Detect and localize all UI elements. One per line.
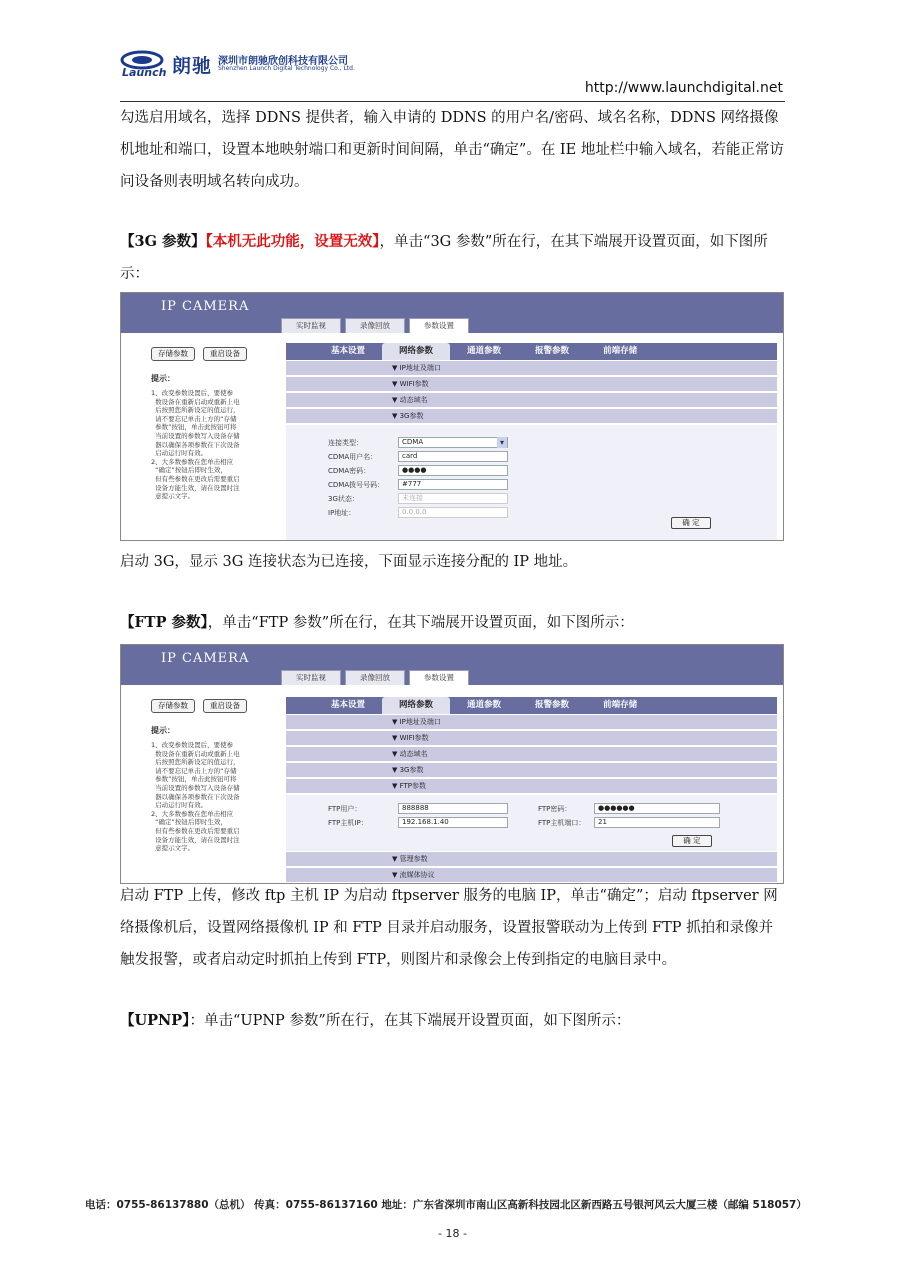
tip-heading: 提示： xyxy=(151,374,175,383)
reboot-button[interactable]: 重启设备 xyxy=(203,347,247,361)
sidebar xyxy=(121,341,281,541)
row-ftp-host xyxy=(328,817,528,831)
camera-title: IP CAMERA xyxy=(161,299,250,314)
tab-live[interactable]: 实时监视 xyxy=(281,670,341,685)
paragraph-3g-status: 启动 3G，显示 3G 连接状态为已连接，下面显示连接分配的 IP 地址。 xyxy=(120,554,578,570)
footer-contact: 电话：0755-86137880（总机） 传真：0755-86137160 地址：广东省深圳市南山区高新科技园北区新西路五号银河风云大厦三楼（邮编 518057） xyxy=(85,1199,807,1211)
label-cdma-password: CDMA密码： xyxy=(328,467,371,475)
tip-heading: 提示： xyxy=(151,726,175,735)
page-header xyxy=(120,44,785,102)
confirm-button[interactable]: 确 定 xyxy=(672,835,712,847)
heading-upnp: 【UPNP】 xyxy=(120,1012,190,1029)
tab-channel[interactable]: 通道参数 xyxy=(467,700,502,710)
label-ftp-host: FTP主机IP： xyxy=(328,819,368,827)
form-ftp xyxy=(286,795,777,851)
screenshot-ftp-settings xyxy=(120,644,784,884)
label-cdma-dial: CDMA拨号号码： xyxy=(328,481,385,489)
heading-ftp: 【FTP 参数】 xyxy=(120,614,208,631)
tab-alarm[interactable]: 报警参数 xyxy=(535,346,570,356)
3g-status-field: 未连接 xyxy=(398,493,508,504)
row-ftp-password xyxy=(538,803,738,817)
main-tabs xyxy=(286,697,777,714)
label-ftp-user: FTP用户： xyxy=(328,805,362,813)
label-connection-type: 连接类型： xyxy=(328,439,363,447)
section-management[interactable]: ▼ 管理参数 xyxy=(286,852,777,867)
row-3g-status xyxy=(328,493,628,507)
ftp-port-input[interactable]: 21 xyxy=(594,817,720,828)
paragraph-3g-intro xyxy=(120,226,785,290)
connection-type-select[interactable]: CDMA ▾ xyxy=(398,437,508,448)
ip-address-field: 0.0.0.0 xyxy=(398,507,508,518)
section-streaming[interactable]: ▼ 流媒体协议 xyxy=(286,868,777,883)
cdma-password-input[interactable]: ●●●● xyxy=(398,465,508,476)
paragraph-ddns: 勾选启用域名，选择 DDNS 提供者，输入申请的 DDNS 的用户名/密码、域名名称，DDNS 网络摄像机地址和端口，设置本地映射端口和更新时间间隔，单击“确定”。在 IE 地址栏中输入域名，若能正常访问设备则表明域名转向成功。 xyxy=(120,110,784,190)
paragraph-ftp-intro xyxy=(120,607,785,639)
tip-body: 1、改变参数设置后，要使参 数设备在重新启动或重新上电 后按照您所新设定的值运行， 请不要忘记单击上方的“存储 参数”按钮，单击此按钮可将 当前设置的参数写入设备存储 器以确保各项参数在下次设备 启动运行时有效。 2、大多数参数在您单击相应 “确定”按钮后即时生效， 但有些参数在更改后需要重启 设备方能生效，请在设置时注 意提示文字。 xyxy=(151,389,240,501)
paragraph-3g-text: ，单击“3G 参数”所在行，在其下端展开设置页面，如下图所示： xyxy=(120,234,768,282)
sidebar xyxy=(121,693,281,883)
ftp-user-input[interactable]: 888888 xyxy=(398,803,508,814)
section-ddns[interactable]: ▼ 动态域名 xyxy=(286,747,777,762)
heading-3g: 【3G 参数】 xyxy=(120,233,206,250)
company-name-cn: 深圳市朗驰欣创科技有限公司 xyxy=(218,56,348,67)
company-name-en: Shenzhen Launch Digital Technology Co., Ltd. xyxy=(218,65,355,72)
row-cdma-password xyxy=(328,465,628,479)
tab-storage[interactable]: 前端存储 xyxy=(603,346,638,356)
main-panel xyxy=(286,697,777,883)
section-wifi[interactable]: ▼ WIFI参数 xyxy=(286,731,777,746)
paragraph-upnp-text: ：单击“UPNP 参数”所在行，在其下端展开设置页面，如下图所示： xyxy=(189,1013,631,1029)
tab-playback[interactable]: 录像回放 xyxy=(345,318,405,333)
tab-playback[interactable]: 录像回放 xyxy=(345,670,405,685)
logo-text: Launch xyxy=(122,66,167,79)
paragraph-ftp-usage: 启动 FTP 上传，修改 ftp 主机 IP 为启动 ftpserver 服务的电脑 IP，单击“确定”；启动 ftpserver 网络摄像机后，设置网络摄像机 IP 和 FTP 目录并启动服务，设置报警联动为上传到 FTP 抓拍和录像并触发报警，或者启动定时抓拍上传到 FTP，则图片和录像会上传到指定的电脑目录中。 xyxy=(120,888,778,968)
label-ftp-port: FTP主机端口： xyxy=(538,819,586,827)
row-ftp-user xyxy=(328,803,528,817)
camera-header xyxy=(121,645,783,685)
section-ddns[interactable]: ▼ 动态域名 xyxy=(286,393,777,408)
cdma-user-input[interactable]: card xyxy=(398,451,508,462)
main-panel xyxy=(286,343,777,541)
tab-settings[interactable]: 参数设置 xyxy=(409,318,469,333)
section-3g[interactable]: ▼ 3G参数 xyxy=(286,409,777,424)
tab-network[interactable]: 网络参数 xyxy=(382,697,450,714)
label-ftp-password: FTP密码： xyxy=(538,805,572,813)
save-params-button[interactable]: 存储参数 xyxy=(151,347,195,361)
sidebar-buttons xyxy=(151,347,247,361)
tab-channel[interactable]: 通道参数 xyxy=(467,346,502,356)
camera-title: IP CAMERA xyxy=(161,651,250,666)
sidebar-buttons xyxy=(151,699,247,713)
label-cdma-user: CDMA用户名： xyxy=(328,453,378,461)
top-tabs xyxy=(281,670,469,685)
paragraph-ftp-text: ，单击“FTP 参数”所在行，在其下端展开设置页面，如下图所示： xyxy=(207,615,634,631)
form-3g xyxy=(286,425,777,541)
row-ftp-port xyxy=(538,817,738,831)
logo-chinese: 朗驰 xyxy=(172,55,213,77)
tab-alarm[interactable]: 报警参数 xyxy=(535,700,570,710)
section-ftp[interactable]: ▼ FTP参数 xyxy=(286,779,777,794)
section-ip-port[interactable]: ▼ IP地址及端口 xyxy=(286,361,777,376)
tab-basic[interactable]: 基本设置 xyxy=(331,346,366,356)
tab-storage[interactable]: 前端存储 xyxy=(603,700,638,710)
website-url[interactable]: http://www.launchdigital.net xyxy=(584,80,783,96)
tip-body: 1、改变参数设置后，要使参 数设备在重新启动或重新上电 后按照您所新设定的值运行， 请不要忘记单击上方的“存储 参数”按钮，单击此按钮可将 当前设置的参数写入设备存储 器以确保各项参数在下次设备 启动运行时有效。 2、大多数参数在您单击相应 “确定”按钮后即时生效， 但有些参数在更改后需要重启 设备方能生效，请在设置时注 意提示文字。 xyxy=(151,741,240,853)
tab-live[interactable]: 实时监视 xyxy=(281,318,341,333)
section-wifi[interactable]: ▼ WIFI参数 xyxy=(286,377,777,392)
row-connection-type xyxy=(328,437,628,451)
reboot-button[interactable]: 重启设备 xyxy=(203,699,247,713)
tab-basic[interactable]: 基本设置 xyxy=(331,700,366,710)
ftp-password-input[interactable]: ●●●●●● xyxy=(594,803,720,814)
row-cdma-dial xyxy=(328,479,628,493)
section-ip-port[interactable]: ▼ IP地址及端口 xyxy=(286,715,777,730)
main-tabs xyxy=(286,343,777,360)
tab-network[interactable]: 网络参数 xyxy=(382,343,450,360)
label-3g-status: 3G状态： xyxy=(328,495,359,503)
row-ip-address xyxy=(328,507,628,521)
warning-text: 【本机无此功能，设置无效】 xyxy=(205,233,380,250)
section-3g[interactable]: ▼ 3G参数 xyxy=(286,763,777,778)
top-tabs xyxy=(281,318,469,333)
cdma-dial-input[interactable]: #777 xyxy=(398,479,508,490)
camera-header xyxy=(121,293,783,333)
page-number: - 18 - xyxy=(438,1227,467,1240)
tab-settings[interactable]: 参数设置 xyxy=(409,670,469,685)
screenshot-3g-settings xyxy=(120,292,784,541)
label-ip-address: IP地址： xyxy=(328,509,356,517)
ftp-host-input[interactable]: 192.168.1.40 xyxy=(398,817,508,828)
paragraph-upnp-intro xyxy=(120,1005,785,1037)
save-params-button[interactable]: 存储参数 xyxy=(151,699,195,713)
row-cdma-user xyxy=(328,451,628,465)
confirm-button[interactable]: 确 定 xyxy=(671,517,711,529)
